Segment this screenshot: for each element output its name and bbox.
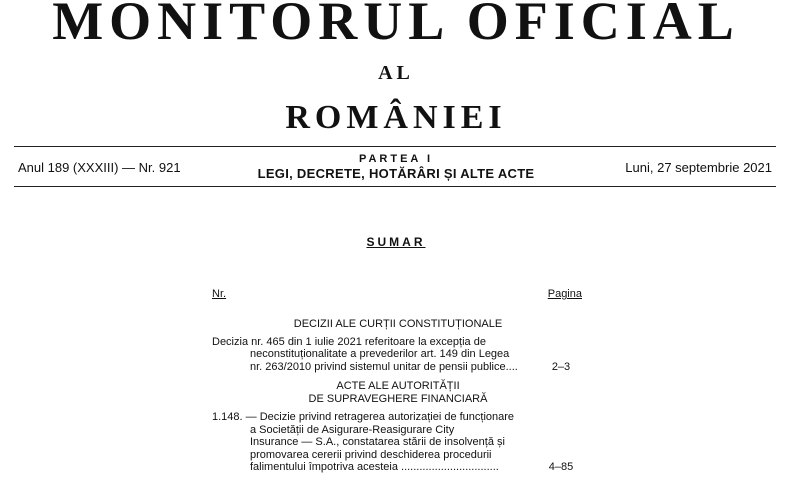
toc-header: [212, 288, 584, 304]
toc-entry-page: 2–3: [551, 360, 571, 373]
publication-title: MONITORUL OFICIAL: [52, 0, 740, 51]
issue-date: Luni, 27 septembrie 2021: [625, 160, 772, 175]
summary-heading: SUMAR: [366, 235, 426, 249]
issue-part: PARTEA I: [358, 153, 434, 165]
toc-entry-line: 1.148. — Decizie privind retragerea autorizației de funcționare: [212, 411, 515, 423]
toc-entry-line: Decizia nr. 465 din 1 iulie 2021 referitoare la excepția de: [212, 335, 486, 348]
toc-entry-line: Insurance — S.A., constatarea stării de insolvență și: [250, 436, 505, 448]
toc-column-page: Pagina: [547, 288, 582, 300]
toc-entry-text: [212, 336, 534, 374]
publication-title-al: AL: [378, 62, 414, 84]
publication-country: ROMÂNIEI: [285, 99, 507, 136]
toc-entry[interactable]: [212, 336, 584, 374]
toc-entry[interactable]: [212, 411, 584, 474]
toc-entry-line: falimentului împotriva acesteia ................................: [250, 461, 499, 473]
toc-section-title: DECIZII ALE CURȚII CONSTITUȚIONALE: [293, 318, 503, 330]
toc-column-nr: Nr.: [212, 288, 227, 300]
issue-series: LEGI, DECRETE, HOTĂRÂRI ȘI ALTE ACTE: [257, 166, 535, 181]
header-bottom-rule: [14, 186, 776, 187]
issue-part-block: [196, 152, 596, 182]
toc-section-title-line2: DE SUPRAVEGHERE FINANCIARĂ: [308, 392, 488, 405]
toc-entry-line: a Societății de Asigurare-Reasigurare City: [250, 423, 455, 436]
issue-number: Anul 189 (XXXIII) — Nr. 921: [18, 160, 181, 175]
toc-entry-page: 4–85: [548, 461, 574, 473]
toc-entry-line: promovarea cererii privind deschiderea procedurii: [250, 448, 492, 461]
toc-section-title: ACTE ALE AUTORITĂȚII: [336, 380, 460, 392]
toc-entry-line: neconstituționalitate a prevederilor art. 149 din Legea: [250, 348, 510, 360]
header-top-rule: [14, 146, 776, 147]
toc-entry-line: nr. 263/2010 privind sistemul unitar de pensii publice....: [250, 360, 518, 373]
toc-entry-text: [212, 411, 534, 474]
table-of-contents: [212, 288, 584, 474]
